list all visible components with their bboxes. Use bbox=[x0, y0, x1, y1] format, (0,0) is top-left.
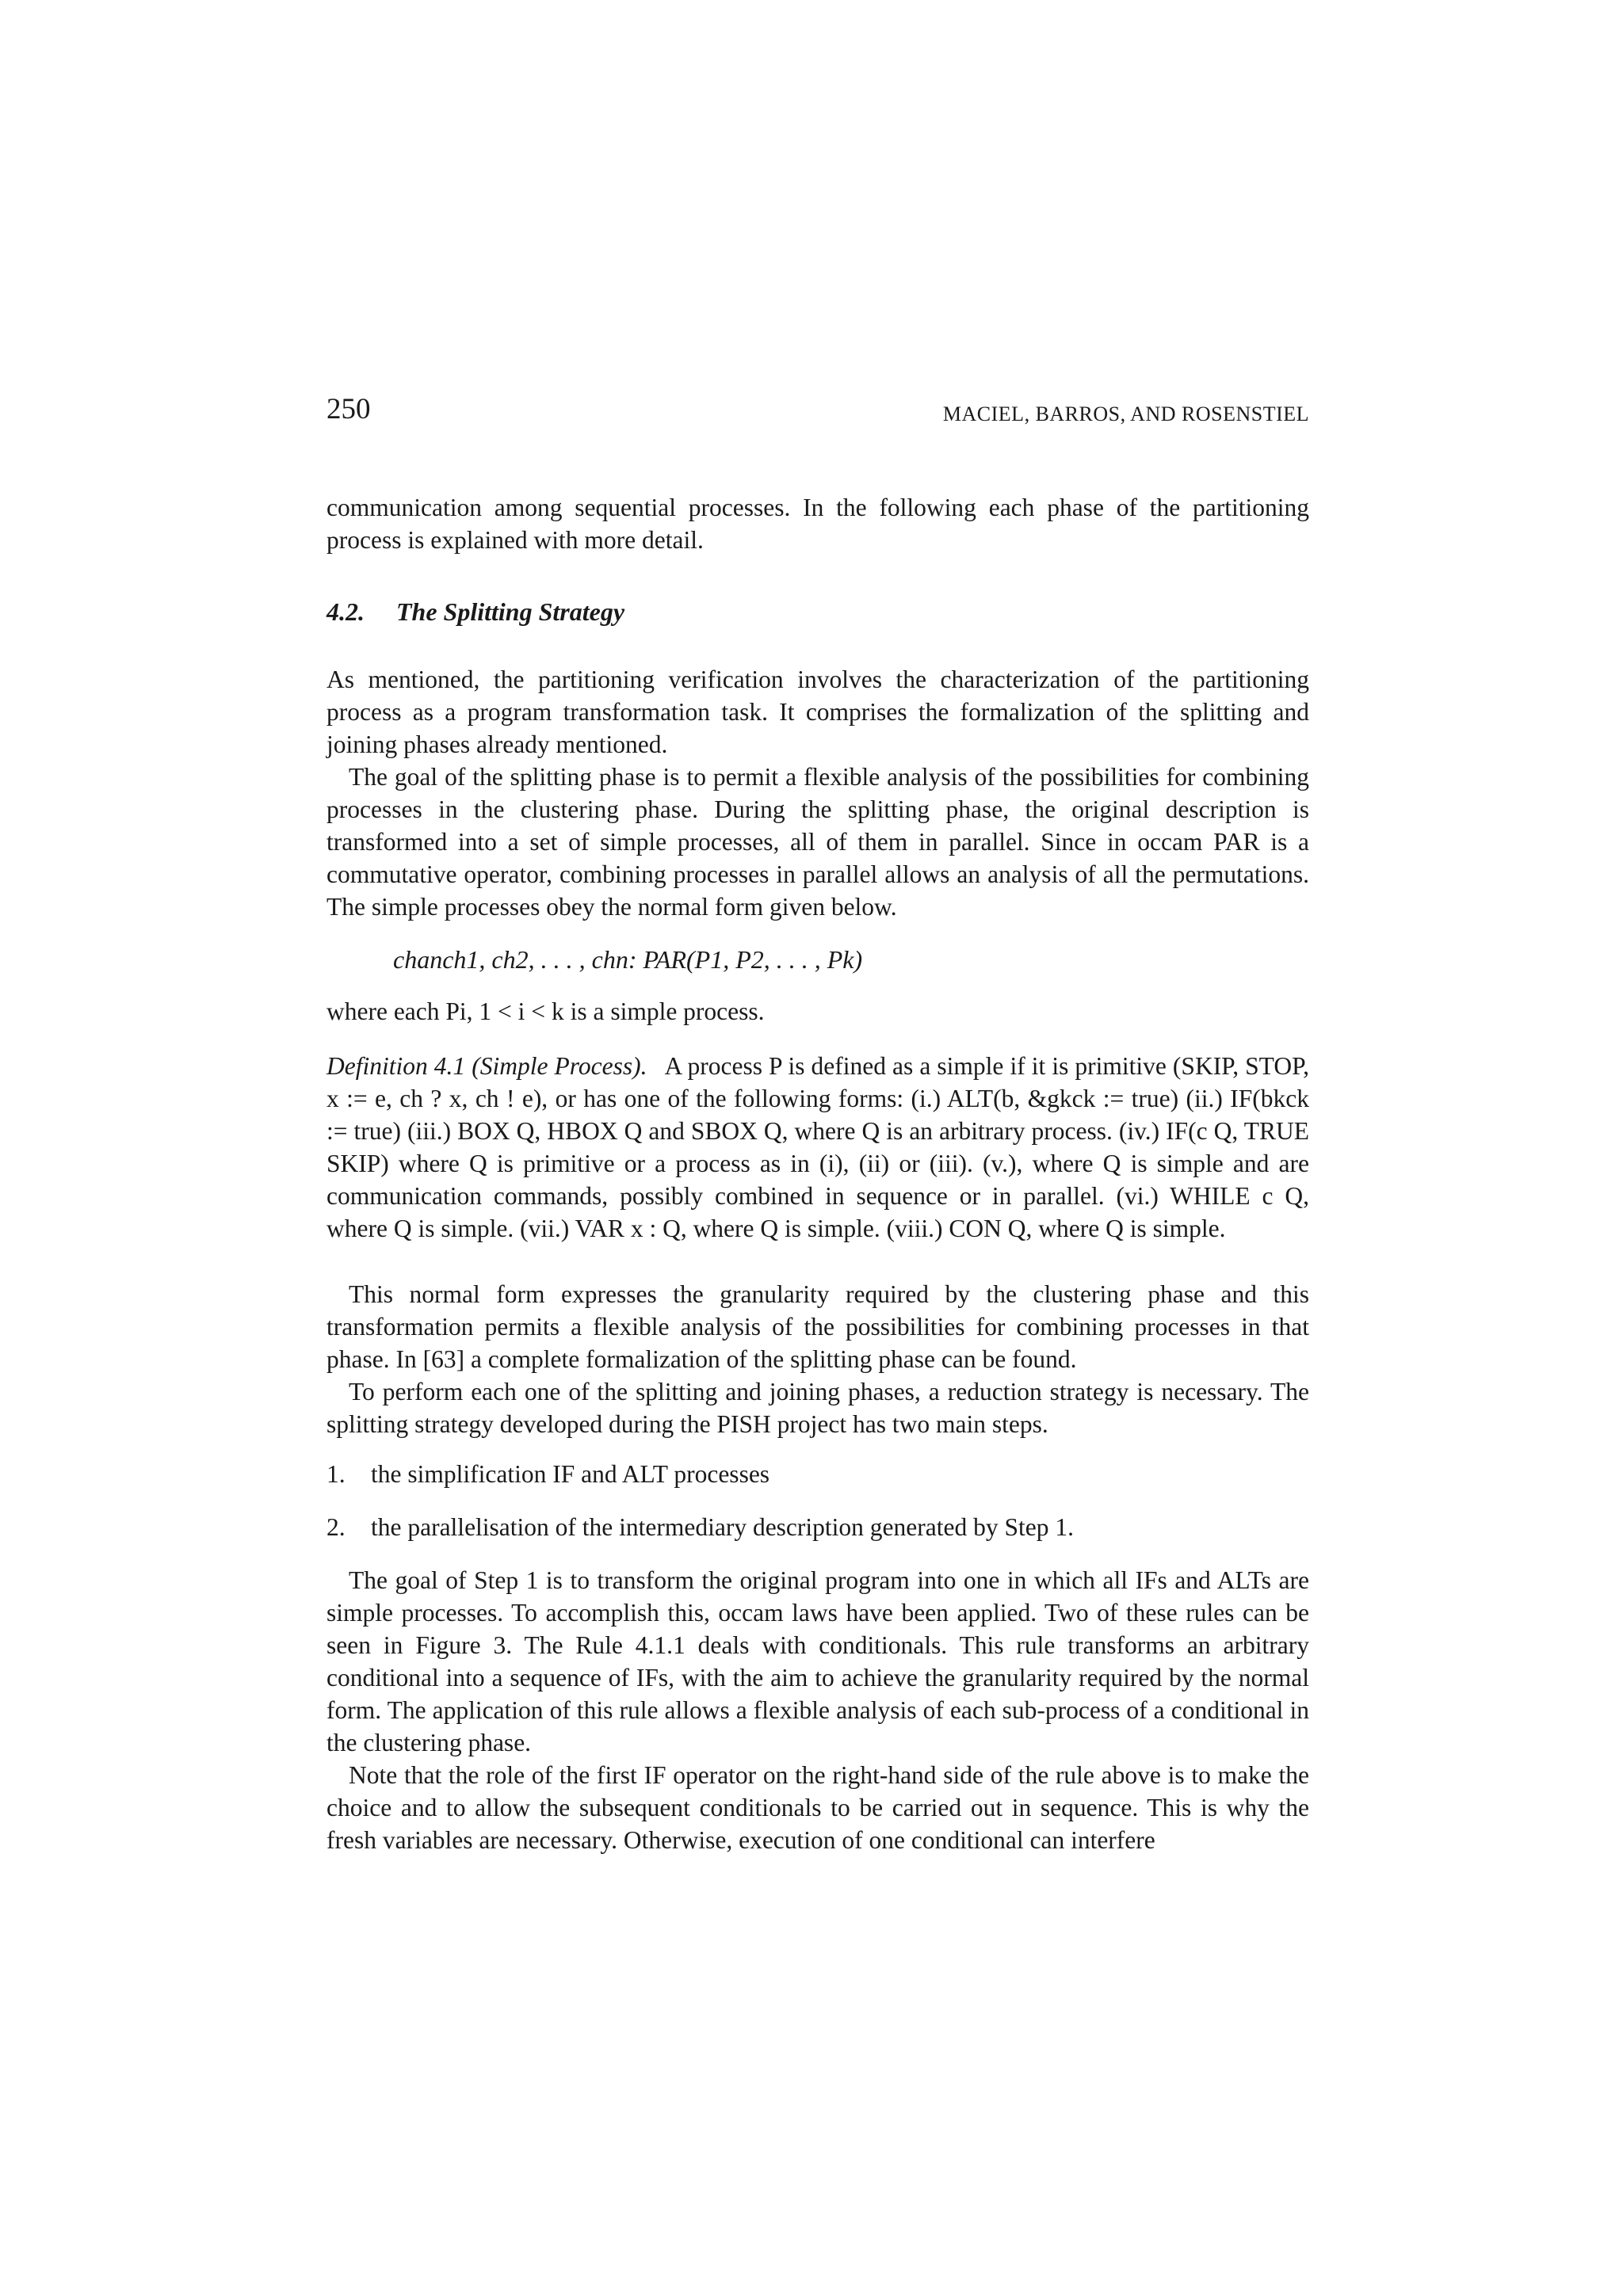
definition-label: Definition 4.1 (Simple Process). bbox=[327, 1052, 647, 1080]
paragraph-1: As mentioned, the partitioning verification involves the characterization of the partitioning process as a program transformation task. It comprises the formalization of the splitting and joining phases already mentioned. bbox=[327, 666, 1309, 758]
paragraph-2: The goal of the splitting phase is to permit a flexible analysis of the possibilities for combining processes in the clustering phase. During the splitting phase, the original description is transformed into a set of simple processes, all of them in parallel. Since in occam PAR is a commutative operator, combining processes in parallel allows an analysis of all the permutations. The simple processes obey the normal form given below. bbox=[327, 763, 1309, 921]
paragraph-3: This normal form expresses the granularity required by the clustering phase and this transformation permits a flexible analysis of the possibilities for combining processes in that phase. In [63] a complete formalization of the splitting phase can be found. bbox=[327, 1280, 1309, 1373]
section-number: 4.2. bbox=[327, 597, 365, 626]
step-text: the parallelisation of the intermediary description generated by Step 1. bbox=[371, 1513, 1074, 1541]
list-item bbox=[327, 1458, 1309, 1490]
steps-list bbox=[327, 1458, 1309, 1543]
formula-text: chanch1, ch2, . . . , chn: PAR(P1, P2, . . . , Pk) bbox=[393, 945, 863, 974]
intro-paragraph: communication among sequential processes. In the following each phase of the partitioning process is explained with more detail. bbox=[327, 494, 1309, 554]
paragraph-5: The goal of Step 1 is to transform the original program into one in which all IFs and ALTs are simple processes. To accomplish this, occam laws have been applied. Two of these rules can be seen in Figure 3. The Rule 4.1.1 deals with conditionals. This rule transforms an arbitrary conditional into a sequence of IFs, with the aim to achieve the granularity required by the normal form. The application of this rule allows a flexible analysis of each sub-process of a conditional in the clustering phase. bbox=[327, 1566, 1309, 1756]
section-title: The Splitting Strategy bbox=[396, 597, 625, 626]
step-number: 2. bbox=[327, 1513, 346, 1541]
where-line: where each Pi, 1 < i < k is a simple process. bbox=[327, 997, 765, 1025]
definition-4-1 bbox=[327, 1050, 1309, 1245]
step-number: 1. bbox=[327, 1460, 346, 1488]
paragraph-6: Note that the role of the first IF operator on the right-hand side of the rule above is to make the choice and to allow the subsequent conditionals to be carried out in sequence. This is why the fresh variables are necessary. Otherwise, execution of one conditional can interfere bbox=[327, 1761, 1309, 1854]
paragraph-4: To perform each one of the splitting and joining phases, a reduction strategy is necessary. The splitting strategy developed during the PISH project has two main steps. bbox=[327, 1378, 1309, 1438]
section-heading bbox=[327, 596, 1309, 628]
step-text: the simplification IF and ALT processes bbox=[371, 1460, 770, 1488]
page-body bbox=[327, 491, 1309, 1856]
normal-form-formula bbox=[393, 944, 1309, 976]
running-head: MACIEL, BARROS, AND ROSENSTIEL bbox=[942, 402, 1309, 425]
list-item bbox=[327, 1511, 1309, 1543]
page-number: 250 bbox=[327, 393, 371, 425]
definition-text: A process P is defined as a simple if it is primitive (SKIP, STOP, x := e, ch ? x, ch ! e), or has one of the following forms: (i.) ALT(b, &gkck := true) (ii.) IF(bkck := true) (iii.) BOX Q, HBOX Q and SBOX Q, where Q is an arbitrary process. (iv.) IF(c Q, TRUE SKIP) where Q is primitive or a process as in (i), (ii) or (iii). (v.), where Q is simple and are communication commands, possibly combined in sequence or in parallel. (vi.) WHILE c Q, where Q is simple. (vii.) VAR x : Q, where Q is simple. (viii.) CON Q, where Q is simple. bbox=[327, 1052, 1309, 1242]
